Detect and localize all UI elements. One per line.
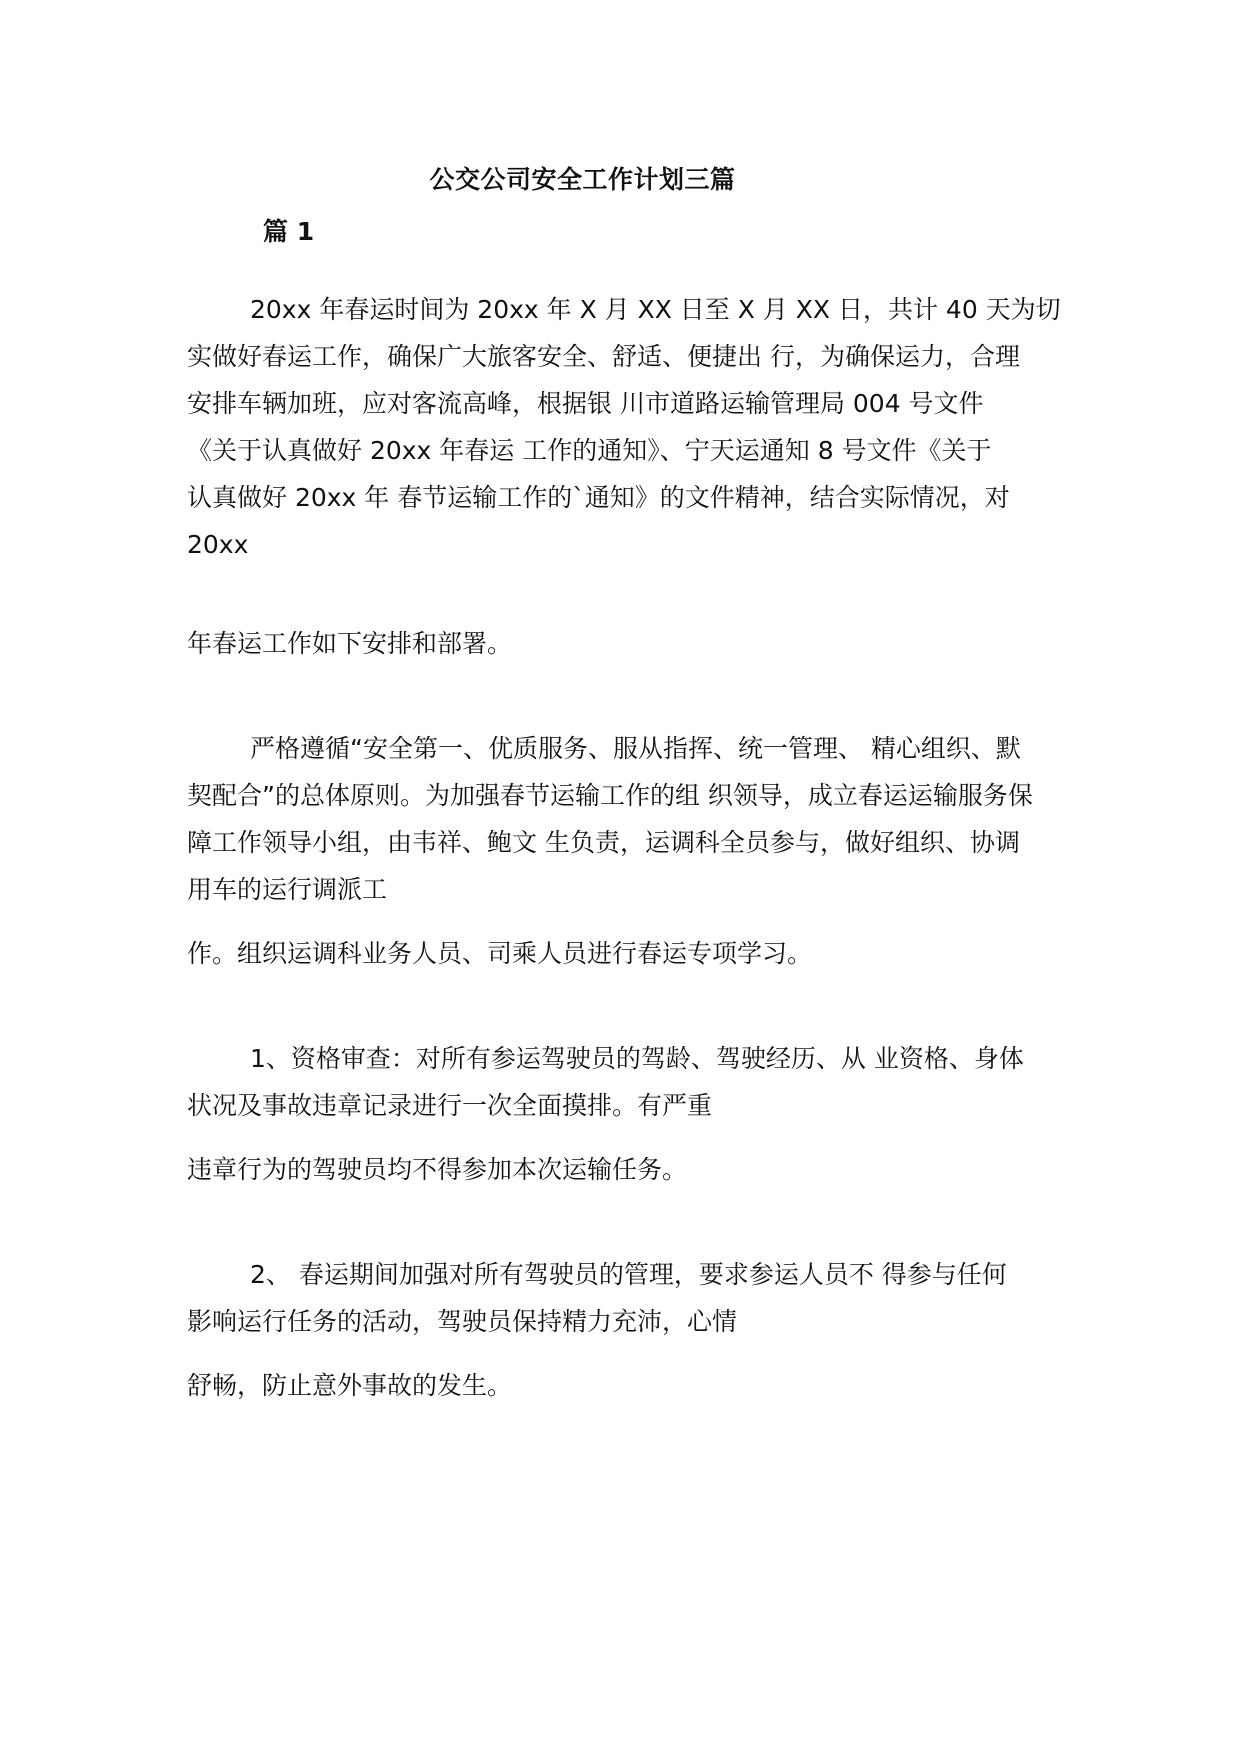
paragraph-2-continuation: [187, 930, 1057, 977]
paragraph-line: 状况及事故违章记录进行一次全面摸排。有严重: [187, 1091, 713, 1120]
paragraph-line: 安排车辆加班，应对客流高峰，根据银 川市道路运输管理局 004 号文件: [187, 389, 984, 418]
paragraph-3-continuation: [187, 1146, 1057, 1193]
paragraph-4: [187, 1251, 1057, 1345]
paragraph-line: 20xx: [187, 530, 249, 559]
paragraph-line: 障工作领导小组，由韦祥、鲍文 生负责，运调科全员参与，做好组织、协调: [187, 828, 1020, 857]
paragraph-1: [187, 286, 1061, 568]
section-heading: 篇 1: [263, 217, 315, 246]
paragraph-1-continuation: [187, 620, 1057, 667]
paragraph-line: 契配合”的总体原则。为加强春节运输工作的组 织领导，成立春运运输服务保: [187, 781, 1033, 810]
paragraph-line: 《关于认真做好 20xx 年春运 工作的通知》、宁天运通知 8 号文件《关于: [187, 436, 992, 465]
paragraph-line: 实做好春运工作，确保广大旅客安全、舒适、便捷出 行，为确保运力，合理: [187, 342, 1020, 371]
paragraph-3: [187, 1035, 1057, 1129]
paragraph-line: 作。组织运调科业务人员、司乘人员进行春运专项学习。: [187, 939, 813, 968]
paragraph-line: 舒畅，防止意外事故的发生。: [187, 1371, 513, 1400]
paragraph-line: 认真做好 20xx 年 春节运输工作的`通知》的文件精神，结合实际情况，对: [187, 483, 1010, 512]
paragraph-line: 严格遵循“安全第一、优质服务、服从指挥、统一管理、 精心组织、默: [250, 734, 1021, 763]
paragraph-line: 年春运工作如下安排和部署。: [187, 629, 513, 658]
paragraph-line: 1、资格审查：对所有参运驾驶员的驾龄、驾驶经历、从 业资格、身体: [250, 1044, 1024, 1073]
paragraph-line: 影响运行任务的活动，驾驶员保持精力充沛，心情: [187, 1307, 738, 1336]
paragraph-line: 2、 春运期间加强对所有驾驶员的管理，要求参运人员不 得参与任何: [250, 1260, 1007, 1289]
paragraph-2: [187, 725, 1057, 913]
paragraph-line: 用车的运行调派工: [187, 875, 388, 904]
document-title: 公交公司安全工作计划三篇: [429, 165, 736, 194]
paragraph-line: 违章行为的驾驶员均不得参加本次运输任务。: [187, 1155, 688, 1184]
paragraph-4-continuation: [187, 1362, 1057, 1409]
paragraph-line: 20xx 年春运时间为 20xx 年 X 月 XX 日至 X 月 XX 日，共计 40 天为切: [250, 295, 1061, 324]
